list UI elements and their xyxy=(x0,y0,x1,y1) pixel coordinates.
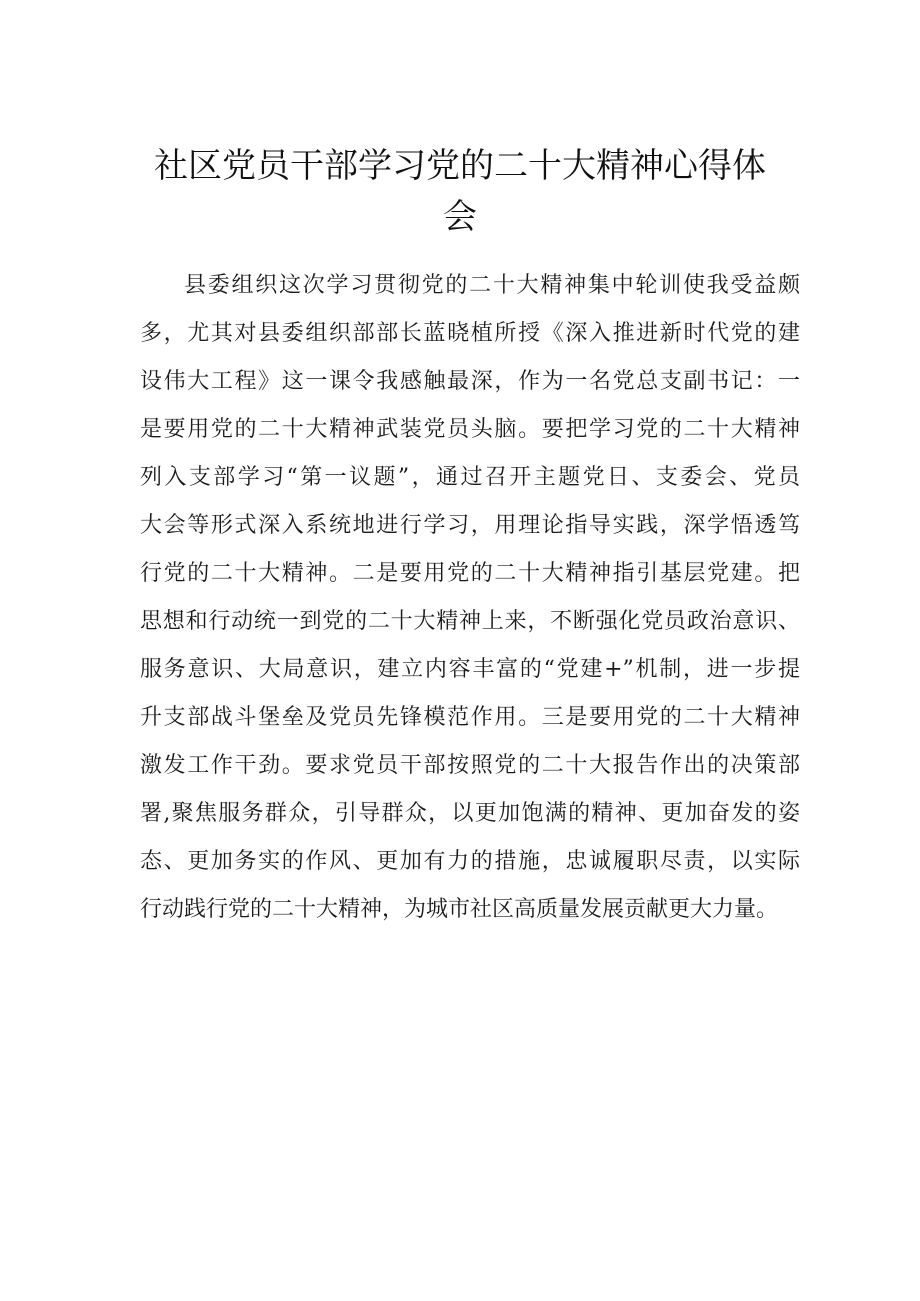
body-line: 行党的二十大精神。二是要用党的二十大精神指引基层党建。把 xyxy=(140,561,800,586)
body-line: 思想和行动统一到党的二十大精神上来，不断强化党员政治意识、 xyxy=(140,609,800,634)
body-line: 设伟大工程》这一课令我感触最深，作为一名党总支副书记：一 xyxy=(140,369,800,394)
body-line: 县委组织这次学习贯彻党的二十大精神集中轮训使我受益颇 xyxy=(184,273,800,298)
body-line: 态、更加务实的作风、更加有力的措施，忠诚履职尽责，以实际 xyxy=(140,849,800,874)
body-line: 激发工作干劲。要求党员干部按照党的二十大报告作出的决策部 xyxy=(140,753,800,778)
body-line: 大会等形式深入系统地进行学习，用理论指导实践，深学悟透笃 xyxy=(140,513,800,538)
body-line: 署,聚焦服务群众，引导群众，以更加饱满的精神、更加奋发的姿 xyxy=(140,801,800,826)
body-line: 升支部战斗堡垒及党员先锋模范作用。三是要用党的二十大精神 xyxy=(140,705,800,730)
body-line: 是要用党的二十大精神武装党员头脑。要把学习党的二十大精神 xyxy=(140,417,800,442)
body-line: 列入支部学习“第一议题”，通过召开主题党日、支委会、党员 xyxy=(140,465,800,490)
document-title-line-2: 会 xyxy=(443,197,477,237)
body-line: 多，尤其对县委组织部部长蓝晓植所授《深入推进新时代党的建 xyxy=(140,321,800,346)
body-line: 行动践行党的二十大精神，为城市社区高质量发展贡献更大力量。 xyxy=(140,897,779,922)
body-line: 服务意识、大局意识，建立内容丰富的“党建+”机制，进一步提 xyxy=(140,657,800,682)
document-title-line-1: 社区党员干部学习党的二十大精神心得体 xyxy=(154,146,766,186)
